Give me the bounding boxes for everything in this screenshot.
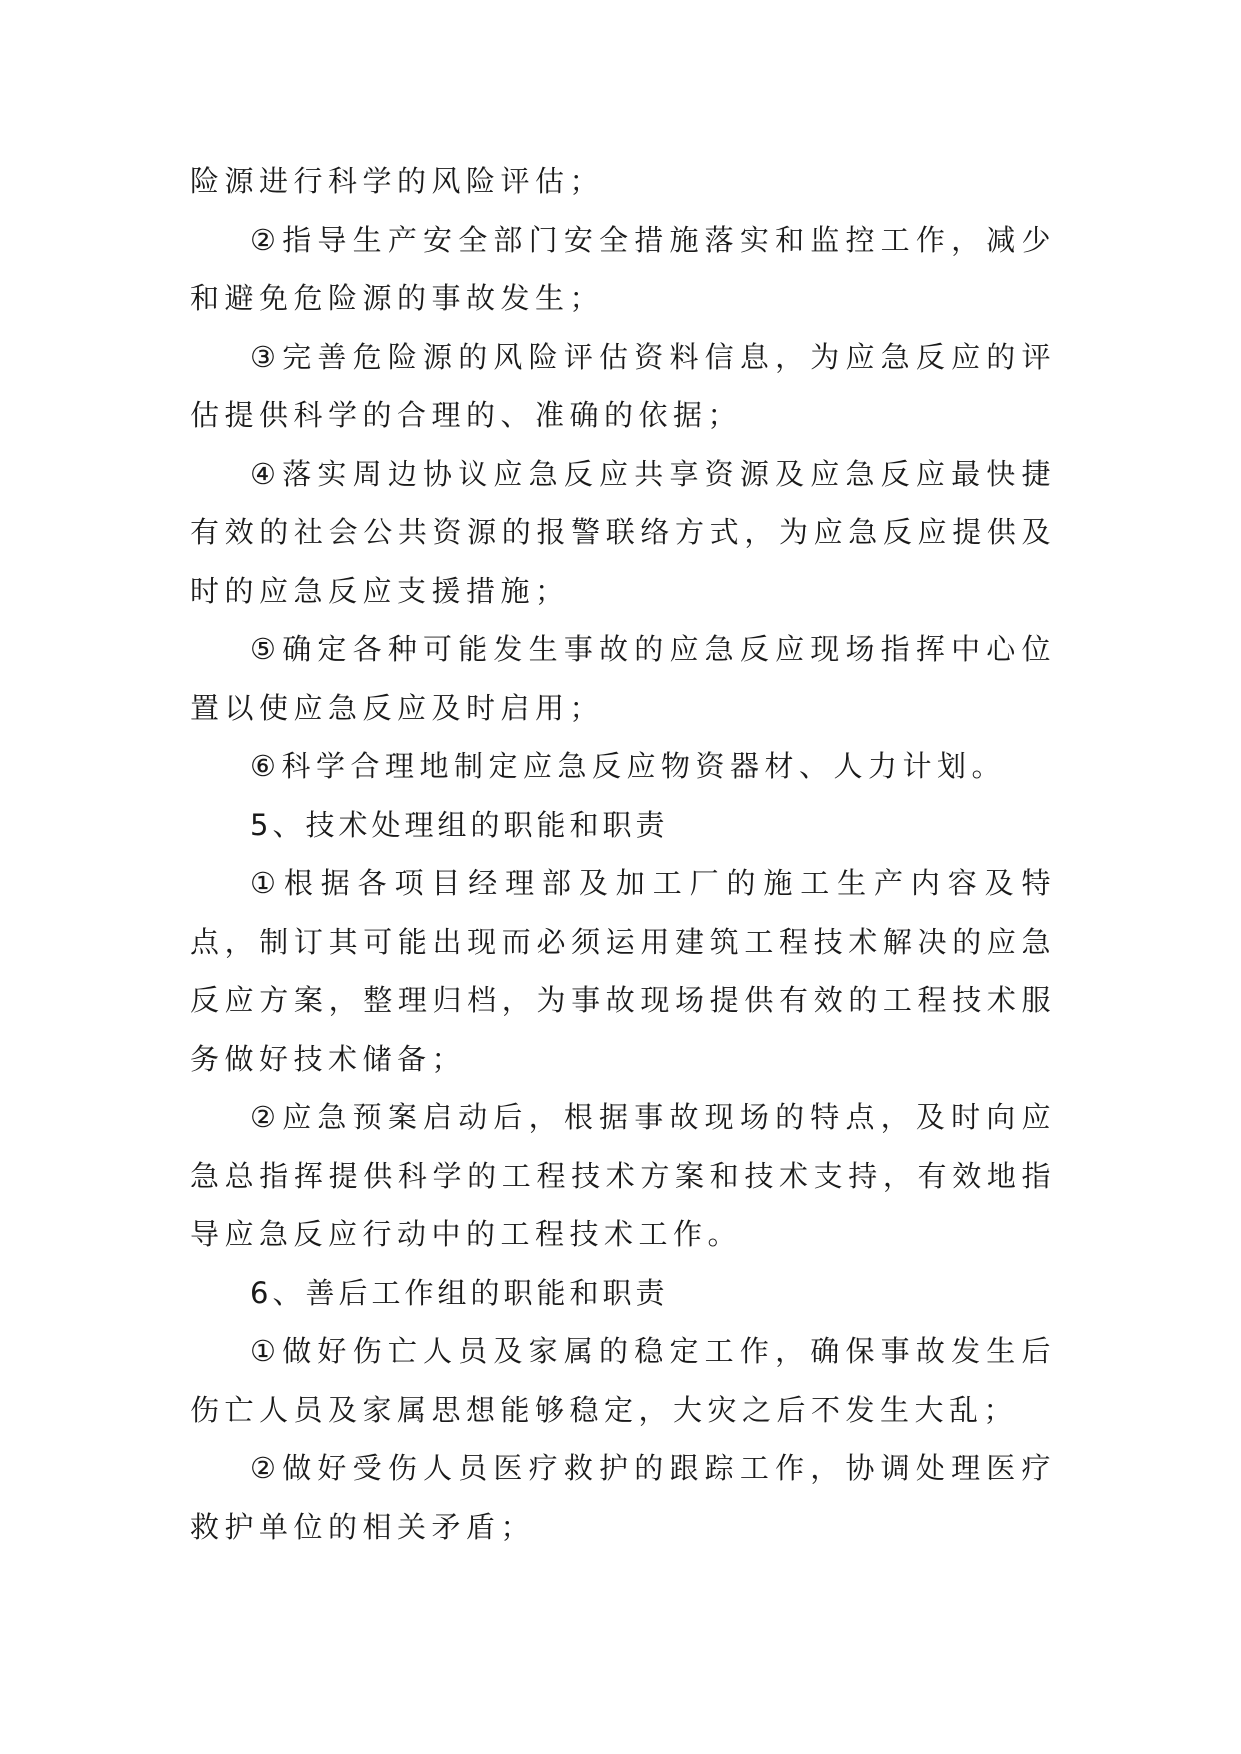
paragraph: ①根据各项目经理部及加工厂的施工生产内容及特点，制订其可能出现而必须运用建筑工程技术解决的应急反应方案，整理归档，为事故现场提供有效的工程技术服务做好技术储备； [190,866,1056,1076]
paragraph: 险源进行科学的风险评估； [190,164,605,198]
section-heading: 5、技术处理组的职能和职责 [250,807,669,842]
paragraph: ②做好受伤人员医疗救护的跟踪工作，协调处理医疗救护单位的相关矛盾； [190,1451,1056,1544]
paragraph: ⑥科学合理地制定应急反应物资器材、人力计划。 [250,749,1006,783]
paragraph: ②应急预案启动后，根据事故现场的特点，及时向应急总指挥提供科学的工程技术方案和技术支持，有效地指导应急反应行动中的工程技术工作。 [190,1100,1056,1251]
section-heading: 6、善后工作组的职能和职责 [250,1275,669,1310]
paragraph: ④落实周边协议应急反应共享资源及应急反应最快捷有效的社会公共资源的报警联络方式，为应急反应提供及时的应急反应支援措施； [190,456,1056,608]
document-body [190,152,1056,1556]
paragraph: ⑤确定各种可能发生事故的应急反应现场指挥中心位置以使应急反应及时启用； [190,632,1056,725]
paragraph: ②指导生产安全部门安全措施落实和监控工作，减少和避免危险源的事故发生； [190,222,1056,315]
paragraph: ①做好伤亡人员及家属的稳定工作，确保事故发生后伤亡人员及家属思想能够稳定，大灾之后不发生大乱； [190,1334,1056,1427]
paragraph: ③完善危险源的风险评估资料信息，为应急反应的评估提供科学的合理的、准确的依据； [190,339,1056,432]
